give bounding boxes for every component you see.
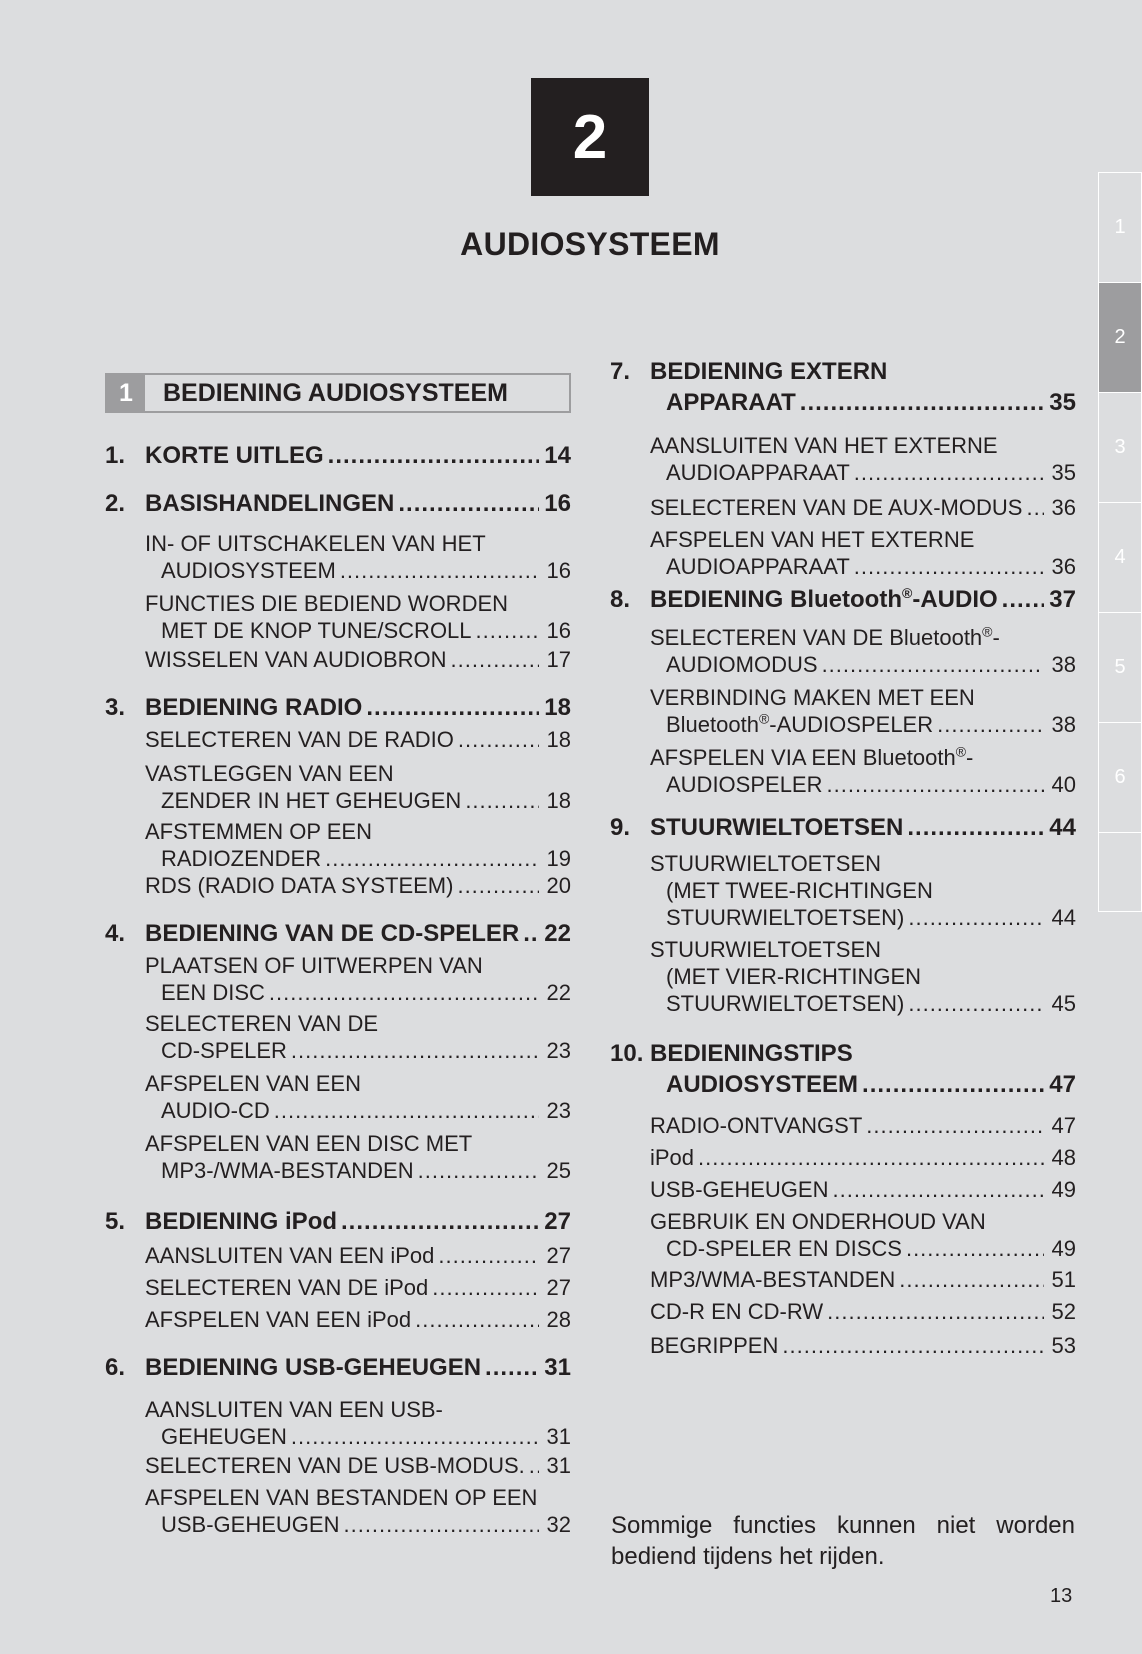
leader-dots <box>291 1037 539 1064</box>
toc-number: 6. <box>105 1354 126 1381</box>
leader-dots <box>343 1511 539 1538</box>
toc-subentry-title: ZENDER IN HET GEHEUGEN <box>161 788 462 813</box>
leader-dots <box>866 1112 1044 1139</box>
toc-subentry-line: SELECTEREN VAN DE Bluetooth®- <box>650 623 1000 650</box>
toc-subentry <box>145 1396 571 1450</box>
leader-dots <box>937 711 1044 738</box>
toc-subentry-line: STUURWIELTOETSEN <box>650 937 882 962</box>
toc-subentry <box>650 494 1076 521</box>
toc-chapter-entry <box>105 1206 571 1237</box>
toc-subentry <box>650 1332 1076 1359</box>
toc-title: BEDIENING iPod <box>145 1208 338 1235</box>
leader-dots <box>465 787 539 814</box>
toc-subentry-line: GEBRUIK EN ONDERHOUD VAN <box>650 1209 986 1234</box>
leader-dots <box>827 1298 1044 1325</box>
toc-chapter-entry <box>105 692 571 723</box>
toc-subentry <box>650 1266 1076 1293</box>
toc-page: 36 <box>1051 495 1076 520</box>
toc-number: 5. <box>105 1208 126 1235</box>
toc-subentry-title: AUDIOAPPARAAT <box>666 460 850 485</box>
toc-page: 49 <box>1051 1236 1076 1261</box>
leader-dots <box>341 1206 539 1237</box>
toc-page: 20 <box>546 873 571 898</box>
toc-subentry <box>145 1070 571 1124</box>
leader-dots <box>1002 584 1044 615</box>
toc-subentry-line: VASTLEGGEN VAN EEN <box>145 761 394 786</box>
toc-subentry-title: SELECTEREN VAN DE USB-MODUS. <box>145 1453 525 1478</box>
leader-dots <box>291 1423 539 1450</box>
leader-dots <box>906 1235 1044 1262</box>
toc-page: 51 <box>1051 1267 1076 1292</box>
toc-page: 27 <box>546 1243 571 1268</box>
toc-subentry-title: MP3/WMA-BESTANDEN <box>650 1267 896 1292</box>
toc-page: 23 <box>546 1098 571 1123</box>
toc-number: 2. <box>105 490 126 517</box>
toc-subentry-line: VERBINDING MAKEN MET EEN <box>650 685 975 710</box>
toc-subentry-title: RDS (RADIO DATA SYSTEEM) <box>145 873 454 898</box>
leader-dots <box>827 771 1045 798</box>
toc-subentry <box>145 1130 571 1184</box>
toc-subentry <box>650 936 1076 1017</box>
toc-subentry <box>145 872 571 899</box>
leader-dots <box>854 553 1044 580</box>
toc-subentry-title: USB-GEHEUGEN <box>650 1177 829 1202</box>
toc-title: BEDIENING RADIO <box>145 694 363 721</box>
toc-chapter-entry <box>610 1038 1076 1100</box>
chapter-number-box <box>531 78 649 196</box>
leader-dots <box>822 651 1044 678</box>
toc-chapter-entry <box>105 440 571 471</box>
chapter-tab[interactable]: 4 <box>1098 502 1142 612</box>
toc-number: 4. <box>105 920 126 947</box>
toc-subentry-line: AANSLUITEN VAN HET EXTERNE <box>650 433 998 458</box>
chapter-tab[interactable]: 1 <box>1098 172 1142 282</box>
toc-subentry-title: Bluetooth®-AUDIOSPELER <box>666 710 934 737</box>
toc-title: APPARAAT <box>666 389 796 416</box>
toc-title: KORTE UITLEG <box>145 442 324 469</box>
leader-dots <box>451 646 539 673</box>
toc-page: 18 <box>546 727 571 752</box>
toc-subentry-line: (MET VIER-RICHTINGEN <box>666 964 922 989</box>
toc-subentry <box>650 624 1076 678</box>
toc-subentry-line: AFSPELEN VIA EEN Bluetooth®- <box>650 743 974 770</box>
toc-chapter-entry <box>610 812 1076 843</box>
toc-subentry <box>650 1208 1076 1262</box>
leader-dots <box>899 1266 1044 1293</box>
toc-title: AUDIOSYSTEEM <box>666 1071 859 1098</box>
toc-subentry-title: AUDIOSYSTEEM <box>161 558 336 583</box>
toc-page: 27 <box>546 1275 571 1300</box>
toc-subentry-title: CD-SPELER <box>161 1038 287 1063</box>
leader-dots <box>854 459 1044 486</box>
toc-chapter-entry <box>105 488 571 519</box>
toc-page: 35 <box>1049 389 1076 416</box>
toc-page: 45 <box>1051 991 1076 1016</box>
toc-subentry-title: AUDIOSPELER <box>666 772 823 797</box>
chapter-title: AUDIOSYSTEEM <box>460 226 720 262</box>
toc-subentry-title: USB-GEHEUGEN <box>161 1512 340 1537</box>
toc-subentry-line: FUNCTIES DIE BEDIEND WORDEN <box>145 591 509 616</box>
toc-subentry <box>145 1274 571 1301</box>
toc-subentry-line: PLAATSEN OF UITWERPEN VAN <box>145 953 483 978</box>
toc-subentry-line: SELECTEREN VAN DE <box>145 1011 379 1036</box>
leader-dots <box>457 872 539 899</box>
toc-subentry-title: SELECTEREN VAN DE AUX-MODUS <box>650 495 1023 520</box>
toc-subentry-line: AFSPELEN VAN BESTANDEN OP EEN <box>145 1485 538 1510</box>
leader-dots <box>907 812 1044 843</box>
toc-page: 18 <box>546 788 571 813</box>
toc-title: STUURWIELTOETSEN <box>650 814 904 841</box>
toc-page: 17 <box>546 647 571 672</box>
toc-title-line1: BEDIENING EXTERN <box>650 358 888 385</box>
toc-subentry <box>145 760 571 814</box>
toc-subentry <box>650 432 1076 486</box>
leader-dots <box>908 990 1044 1017</box>
leader-dots <box>832 1176 1044 1203</box>
toc-title: BEDIENING USB-GEHEUGEN <box>145 1354 482 1381</box>
toc-page: 36 <box>1051 554 1076 579</box>
leader-dots <box>698 1144 1044 1171</box>
toc-subentry-line: AANSLUITEN VAN EEN USB- <box>145 1397 443 1422</box>
toc-subentry-title: AFSPELEN VAN EEN iPod <box>145 1307 412 1332</box>
toc-page: 25 <box>546 1158 571 1183</box>
toc-subentry <box>650 1112 1076 1139</box>
toc-subentry-title: BEGRIPPEN <box>650 1333 779 1358</box>
section-number: 1 <box>107 375 145 411</box>
leader-dots <box>274 1097 539 1124</box>
toc-subentry-title: AUDIOMODUS <box>666 652 818 677</box>
toc-subentry-line: AFSPELEN VAN EEN DISC MET <box>145 1131 473 1156</box>
toc-chapter-entry <box>105 1352 571 1383</box>
leader-dots <box>800 387 1044 418</box>
toc-subentry-title: RADIOZENDER <box>161 846 322 871</box>
toc-subentry <box>650 1144 1076 1171</box>
chapter-tab[interactable] <box>1098 832 1142 912</box>
toc-subentry-title: SELECTEREN VAN DE iPod <box>145 1275 429 1300</box>
toc-page: 31 <box>546 1424 571 1449</box>
toc-number: 3. <box>105 694 126 721</box>
toc-page: 22 <box>544 920 571 947</box>
toc-subentry <box>145 952 571 1006</box>
toc-page: 38 <box>1051 652 1076 677</box>
toc-page: 48 <box>1051 1145 1076 1170</box>
leader-dots <box>432 1274 539 1301</box>
toc-page: 16 <box>546 618 571 643</box>
toc-page: 31 <box>546 1453 571 1478</box>
page-number: 13 <box>1050 1585 1073 1607</box>
toc-chapter-entry <box>610 584 1076 615</box>
leader-dots <box>415 1306 539 1333</box>
leader-dots <box>398 488 539 519</box>
toc-page: 37 <box>1049 586 1076 613</box>
toc-page: 44 <box>1051 905 1076 930</box>
toc-subentry <box>145 818 571 872</box>
toc-subentry <box>145 590 571 644</box>
toc-subentry <box>145 1452 571 1479</box>
leader-dots <box>1026 494 1044 521</box>
leader-dots <box>782 1332 1044 1359</box>
toc-subentry <box>650 850 1076 931</box>
toc-subentry-title: STUURWIELTOETSEN) <box>666 905 905 930</box>
toc-page: 44 <box>1049 814 1076 841</box>
toc-subentry-title: CD-R EN CD-RW <box>650 1299 824 1324</box>
toc-page: 47 <box>1051 1113 1076 1138</box>
toc-page: 22 <box>546 980 571 1005</box>
toc-subentry <box>650 684 1076 738</box>
toc-subentry <box>145 646 571 673</box>
toc-subentry <box>145 1484 571 1538</box>
section-header <box>105 373 571 413</box>
leader-dots <box>418 1157 539 1184</box>
toc-number: 7. <box>610 358 631 385</box>
chapter-tab[interactable]: 2 <box>1098 282 1142 392</box>
leader-dots <box>529 1452 539 1479</box>
toc-subentry-title: AUDIO-CD <box>161 1098 270 1123</box>
toc-page: 23 <box>546 1038 571 1063</box>
toc-subentry-title: SELECTEREN VAN DE RADIO <box>145 727 454 752</box>
leader-dots <box>908 904 1044 931</box>
toc-page: 19 <box>546 846 571 871</box>
toc-number: 1. <box>105 442 126 469</box>
footnote: Sommige functies kunnen niet worden bediend tijdens het rijden. <box>611 1512 1075 1570</box>
toc-page: 52 <box>1051 1299 1076 1324</box>
toc-subentry <box>145 530 571 584</box>
toc-subentry-title: STUURWIELTOETSEN) <box>666 991 905 1016</box>
toc-page: 16 <box>546 558 571 583</box>
toc-subentry-title: RADIO-ONTVANGST <box>650 1113 863 1138</box>
toc-subentry <box>145 1242 571 1269</box>
toc-page: 27 <box>544 1208 571 1235</box>
leader-dots <box>458 726 539 753</box>
leader-dots <box>438 1242 539 1269</box>
chapter-tab[interactable]: 5 <box>1098 612 1142 722</box>
chapter-tab[interactable]: 6 <box>1098 722 1142 832</box>
toc-page: 53 <box>1051 1333 1076 1358</box>
toc-subentry-line: AFSPELEN VAN HET EXTERNE <box>650 527 975 552</box>
toc-page: 16 <box>544 490 571 517</box>
toc-subentry-title: MET DE KNOP TUNE/SCROLL <box>161 618 472 643</box>
chapter-tab[interactable]: 3 <box>1098 392 1142 502</box>
toc-subentry-title: iPod <box>650 1145 695 1170</box>
toc-page: 40 <box>1051 772 1076 797</box>
toc-subentry <box>145 726 571 753</box>
toc-subentry-title: CD-SPELER EN DISCS <box>666 1236 902 1261</box>
toc-title: BASISHANDELINGEN <box>145 490 395 517</box>
toc-page: 32 <box>546 1512 571 1537</box>
toc-subentry <box>650 526 1076 580</box>
toc-subentry-line: AFSPELEN VAN EEN <box>145 1071 361 1096</box>
leader-dots <box>325 845 539 872</box>
toc-subentry-title: MP3-/WMA-BESTANDEN <box>161 1158 414 1183</box>
toc-subentry <box>650 1176 1076 1203</box>
toc-subentry-title: WISSELEN VAN AUDIOBRON <box>145 647 447 672</box>
leader-dots <box>340 557 539 584</box>
toc-subentry-title: AANSLUITEN VAN EEN iPod <box>145 1243 435 1268</box>
leader-dots <box>328 440 539 471</box>
toc-number: 10. <box>610 1040 644 1067</box>
toc-page: 49 <box>1051 1177 1076 1202</box>
leader-dots <box>269 979 539 1006</box>
toc-number: 8. <box>610 586 631 613</box>
toc-page: 47 <box>1049 1071 1076 1098</box>
leader-dots <box>476 617 539 644</box>
toc-subentry-title: GEHEUGEN <box>161 1424 287 1449</box>
chapter-number: 2 <box>572 102 608 172</box>
toc-page: 31 <box>544 1354 571 1381</box>
toc-subentry-line: STUURWIELTOETSEN <box>650 851 882 876</box>
toc-page: 28 <box>546 1307 571 1332</box>
toc-subentry <box>145 1010 571 1064</box>
toc-chapter-entry <box>610 356 1076 418</box>
toc-subentry <box>650 744 1076 798</box>
toc-subentry <box>145 1306 571 1333</box>
toc-chapter-entry <box>105 918 571 949</box>
toc-subentry-title: AUDIOAPPARAAT <box>666 554 850 579</box>
section-title: BEDIENING AUDIOSYSTEEM <box>163 378 508 407</box>
toc-subentry-title: EEN DISC <box>161 980 265 1005</box>
leader-dots <box>523 918 539 949</box>
toc-subentry-line: IN- OF UITSCHAKELEN VAN HET <box>145 531 486 556</box>
toc-number: 9. <box>610 814 631 841</box>
toc-subentry-line: (MET TWEE-RICHTINGEN <box>666 878 933 903</box>
toc-title: BEDIENING Bluetooth®-AUDIO <box>650 585 998 613</box>
leader-dots <box>862 1069 1044 1100</box>
toc-page: 35 <box>1051 460 1076 485</box>
toc-subentry <box>650 1298 1076 1325</box>
toc-page: 14 <box>544 442 571 469</box>
toc-page: 18 <box>544 694 571 721</box>
toc-page: 38 <box>1051 712 1076 737</box>
toc-title: BEDIENING VAN DE CD-SPELER <box>145 920 520 947</box>
leader-dots <box>485 1352 539 1383</box>
toc-subentry-line: AFSTEMMEN OP EEN <box>145 819 372 844</box>
toc-title-line1: BEDIENINGSTIPS <box>650 1040 853 1067</box>
leader-dots <box>366 692 539 723</box>
